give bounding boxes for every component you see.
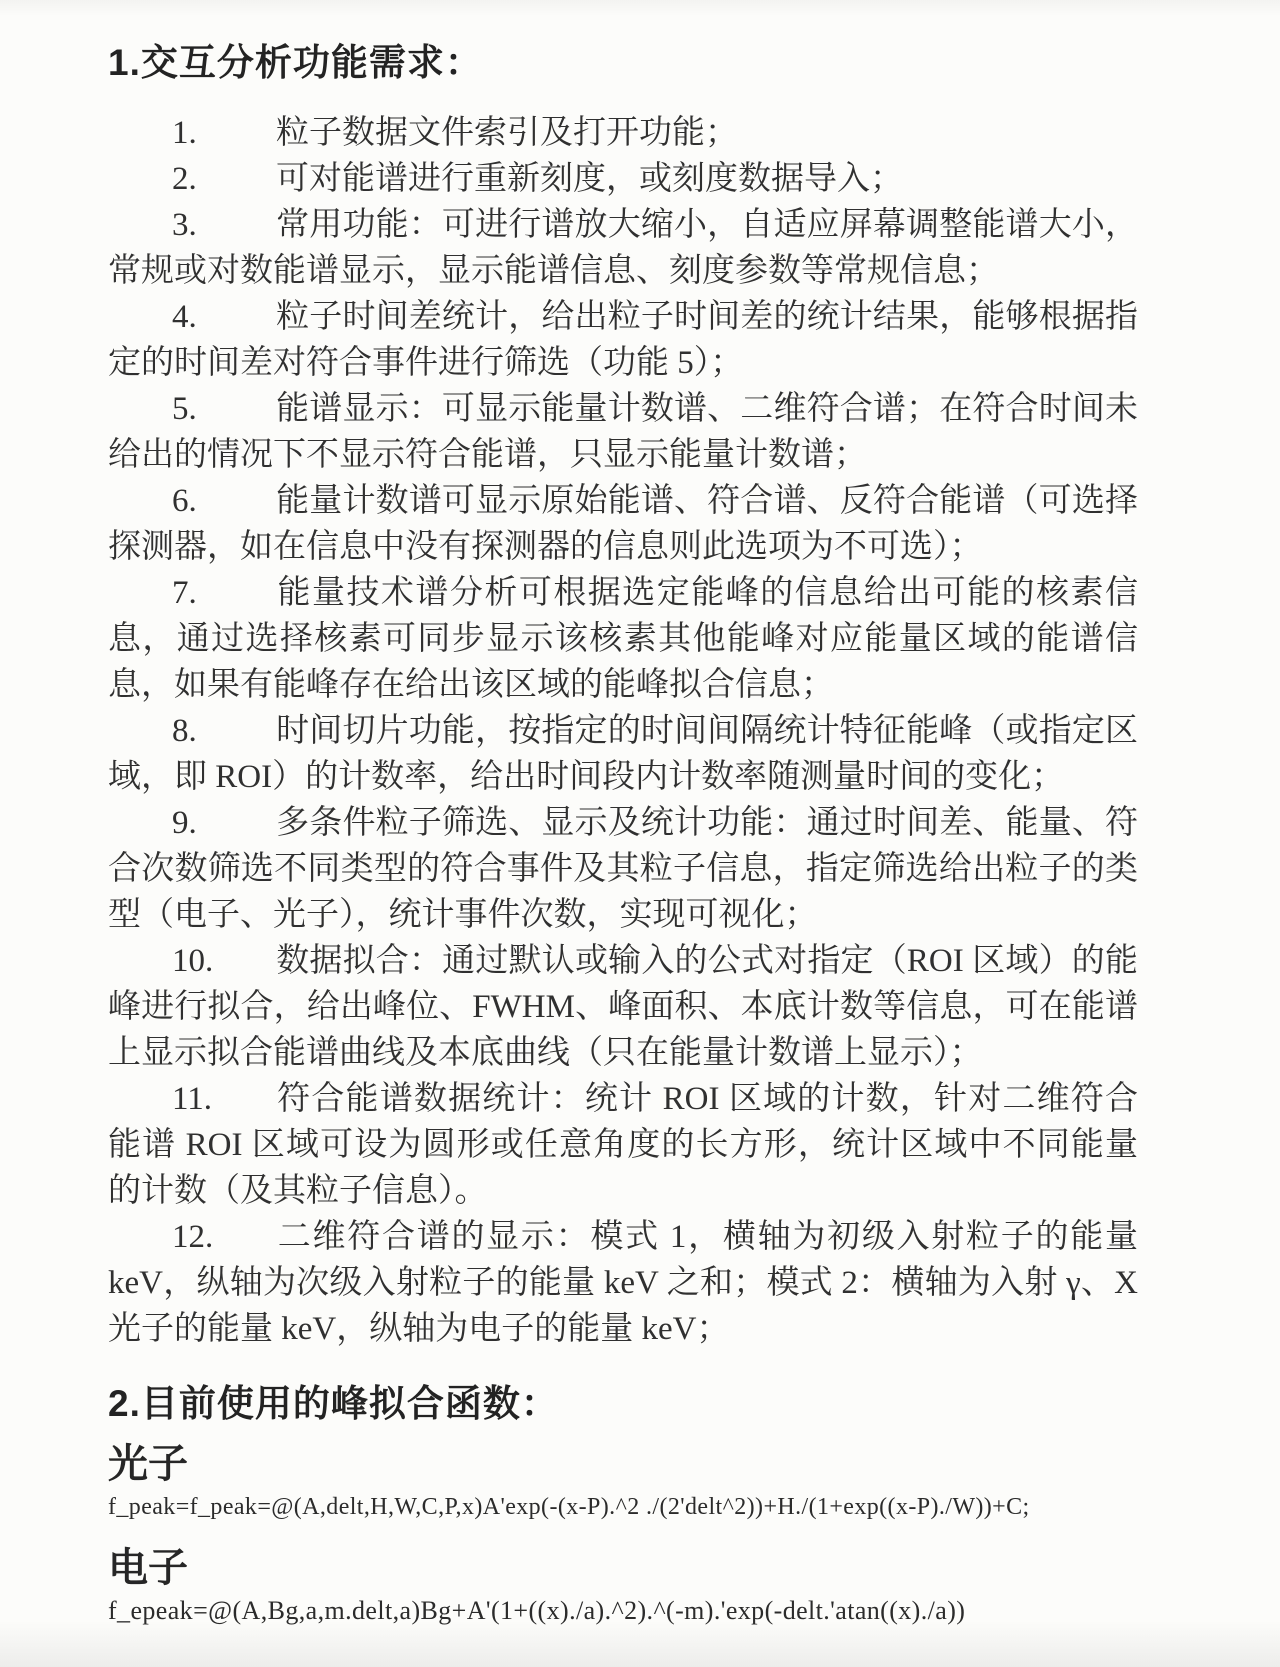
item-number: 2.	[172, 161, 197, 197]
item-text: 时间切片功能，按指定的时间间隔统计特征能峰（或指定区域，即 ROI）的计数率，给出时间段内计数率随测量时间的变化；	[108, 713, 1138, 795]
item-text: 能谱显示：可显示能量计数谱、二维符合谱；在符合时间未给出的情况下不显示符合能谱，只显示能量计数谱；	[108, 391, 1138, 473]
item-number: 11.	[172, 1081, 213, 1117]
item-text: 粒子数据文件索引及打开功能；	[276, 115, 738, 151]
list-item	[108, 156, 1138, 202]
item-number: 5.	[172, 391, 197, 427]
item-number: 1.	[172, 115, 197, 151]
list-item	[108, 478, 1138, 570]
list-item	[108, 938, 1138, 1076]
photon-label: 光子	[108, 1442, 188, 1486]
list-item	[108, 386, 1138, 478]
item-text: 常用功能：可进行谱放大缩小，自适应屏幕调整能谱大小，常规或对数能谱显示，显示能谱信息、刻度参数等常规信息；	[108, 207, 1138, 289]
list-item	[108, 708, 1138, 800]
photon-peak-formula: f_peak=f_peak=@(A,delt,H,W,C,P,x)A'exp(-(x-P).^2 ./(2'delt^2))+H./(1+exp((x-P)./W))+C;	[108, 1494, 1030, 1520]
item-number: 10.	[172, 943, 214, 979]
item-text: 能量技术谱分析可根据选定能峰的信息给出可能的核素信息，通过选择核素可同步显示该核素其他能峰对应能量区域的能谱信息，如果有能峰存在给出该区域的能峰拟合信息；	[108, 575, 1138, 703]
item-number: 6.	[172, 483, 197, 519]
list-item	[108, 1214, 1138, 1352]
item-text: 多条件粒子筛选、显示及统计功能：通过时间差、能量、符合次数筛选不同类型的符合事件及其粒子信息，指定筛选给出粒子的类型（电子、光子），统计事件次数，实现可视化；	[108, 805, 1138, 933]
item-number: 9.	[172, 805, 197, 841]
item-number: 4.	[172, 299, 197, 335]
item-text: 数据拟合：通过默认或输入的公式对指定（ROI 区域）的能峰进行拟合，给出峰位、FWHM、峰面积、本底计数等信息，可在能谱上显示拟合能谱曲线及本底曲线（只在能量计数谱上显示）；	[108, 943, 1138, 1071]
list-item	[108, 1076, 1138, 1214]
electron-peak-formula: f_epeak=@(A,Bg,a,m.delt,a)Bg+A'(1+((x)./a).^2).^(-m).'exp(-delt.'atan((x)./a))	[108, 1596, 966, 1625]
item-text: 能量计数谱可显示原始能谱、符合谱、反符合能谱（可选择探测器，如在信息中没有探测器的信息则此选项为不可选）；	[108, 483, 1138, 565]
section-1-heading: 1.交互分析功能需求：	[108, 42, 483, 83]
item-text: 可对能谱进行重新刻度，或刻度数据导入；	[276, 161, 903, 197]
list-item	[108, 294, 1138, 386]
item-number: 12.	[172, 1219, 214, 1255]
item-text: 粒子时间差统计，给出粒子时间差的统计结果，能够根据指定的时间差对符合事件进行筛选（功能 5）；	[108, 299, 1138, 381]
item-number: 3.	[172, 207, 197, 243]
electron-label: 电子	[108, 1546, 188, 1590]
requirements-list	[108, 110, 1138, 1352]
list-item	[108, 800, 1138, 938]
list-item	[108, 110, 1138, 156]
section-2-heading: 2.目前使用的峰拟合函数：	[108, 1383, 559, 1424]
item-text: 符合能谱数据统计：统计 ROI 区域的计数，针对二维符合能谱 ROI 区域可设为圆形或任意角度的长方形，统计区域中不同能量的计数（及其粒子信息）。	[108, 1081, 1138, 1209]
list-item	[108, 202, 1138, 294]
item-text: 二维符合谱的显示：模式 1，横轴为初级入射粒子的能量 keV，纵轴为次级入射粒子的能量 keV 之和；模式 2：横轴为入射 γ、X 光子的能量 keV，纵轴为电子的能量 keV；	[108, 1219, 1138, 1347]
list-item	[108, 570, 1138, 708]
item-number: 8.	[172, 713, 197, 749]
item-number: 7.	[172, 575, 197, 611]
